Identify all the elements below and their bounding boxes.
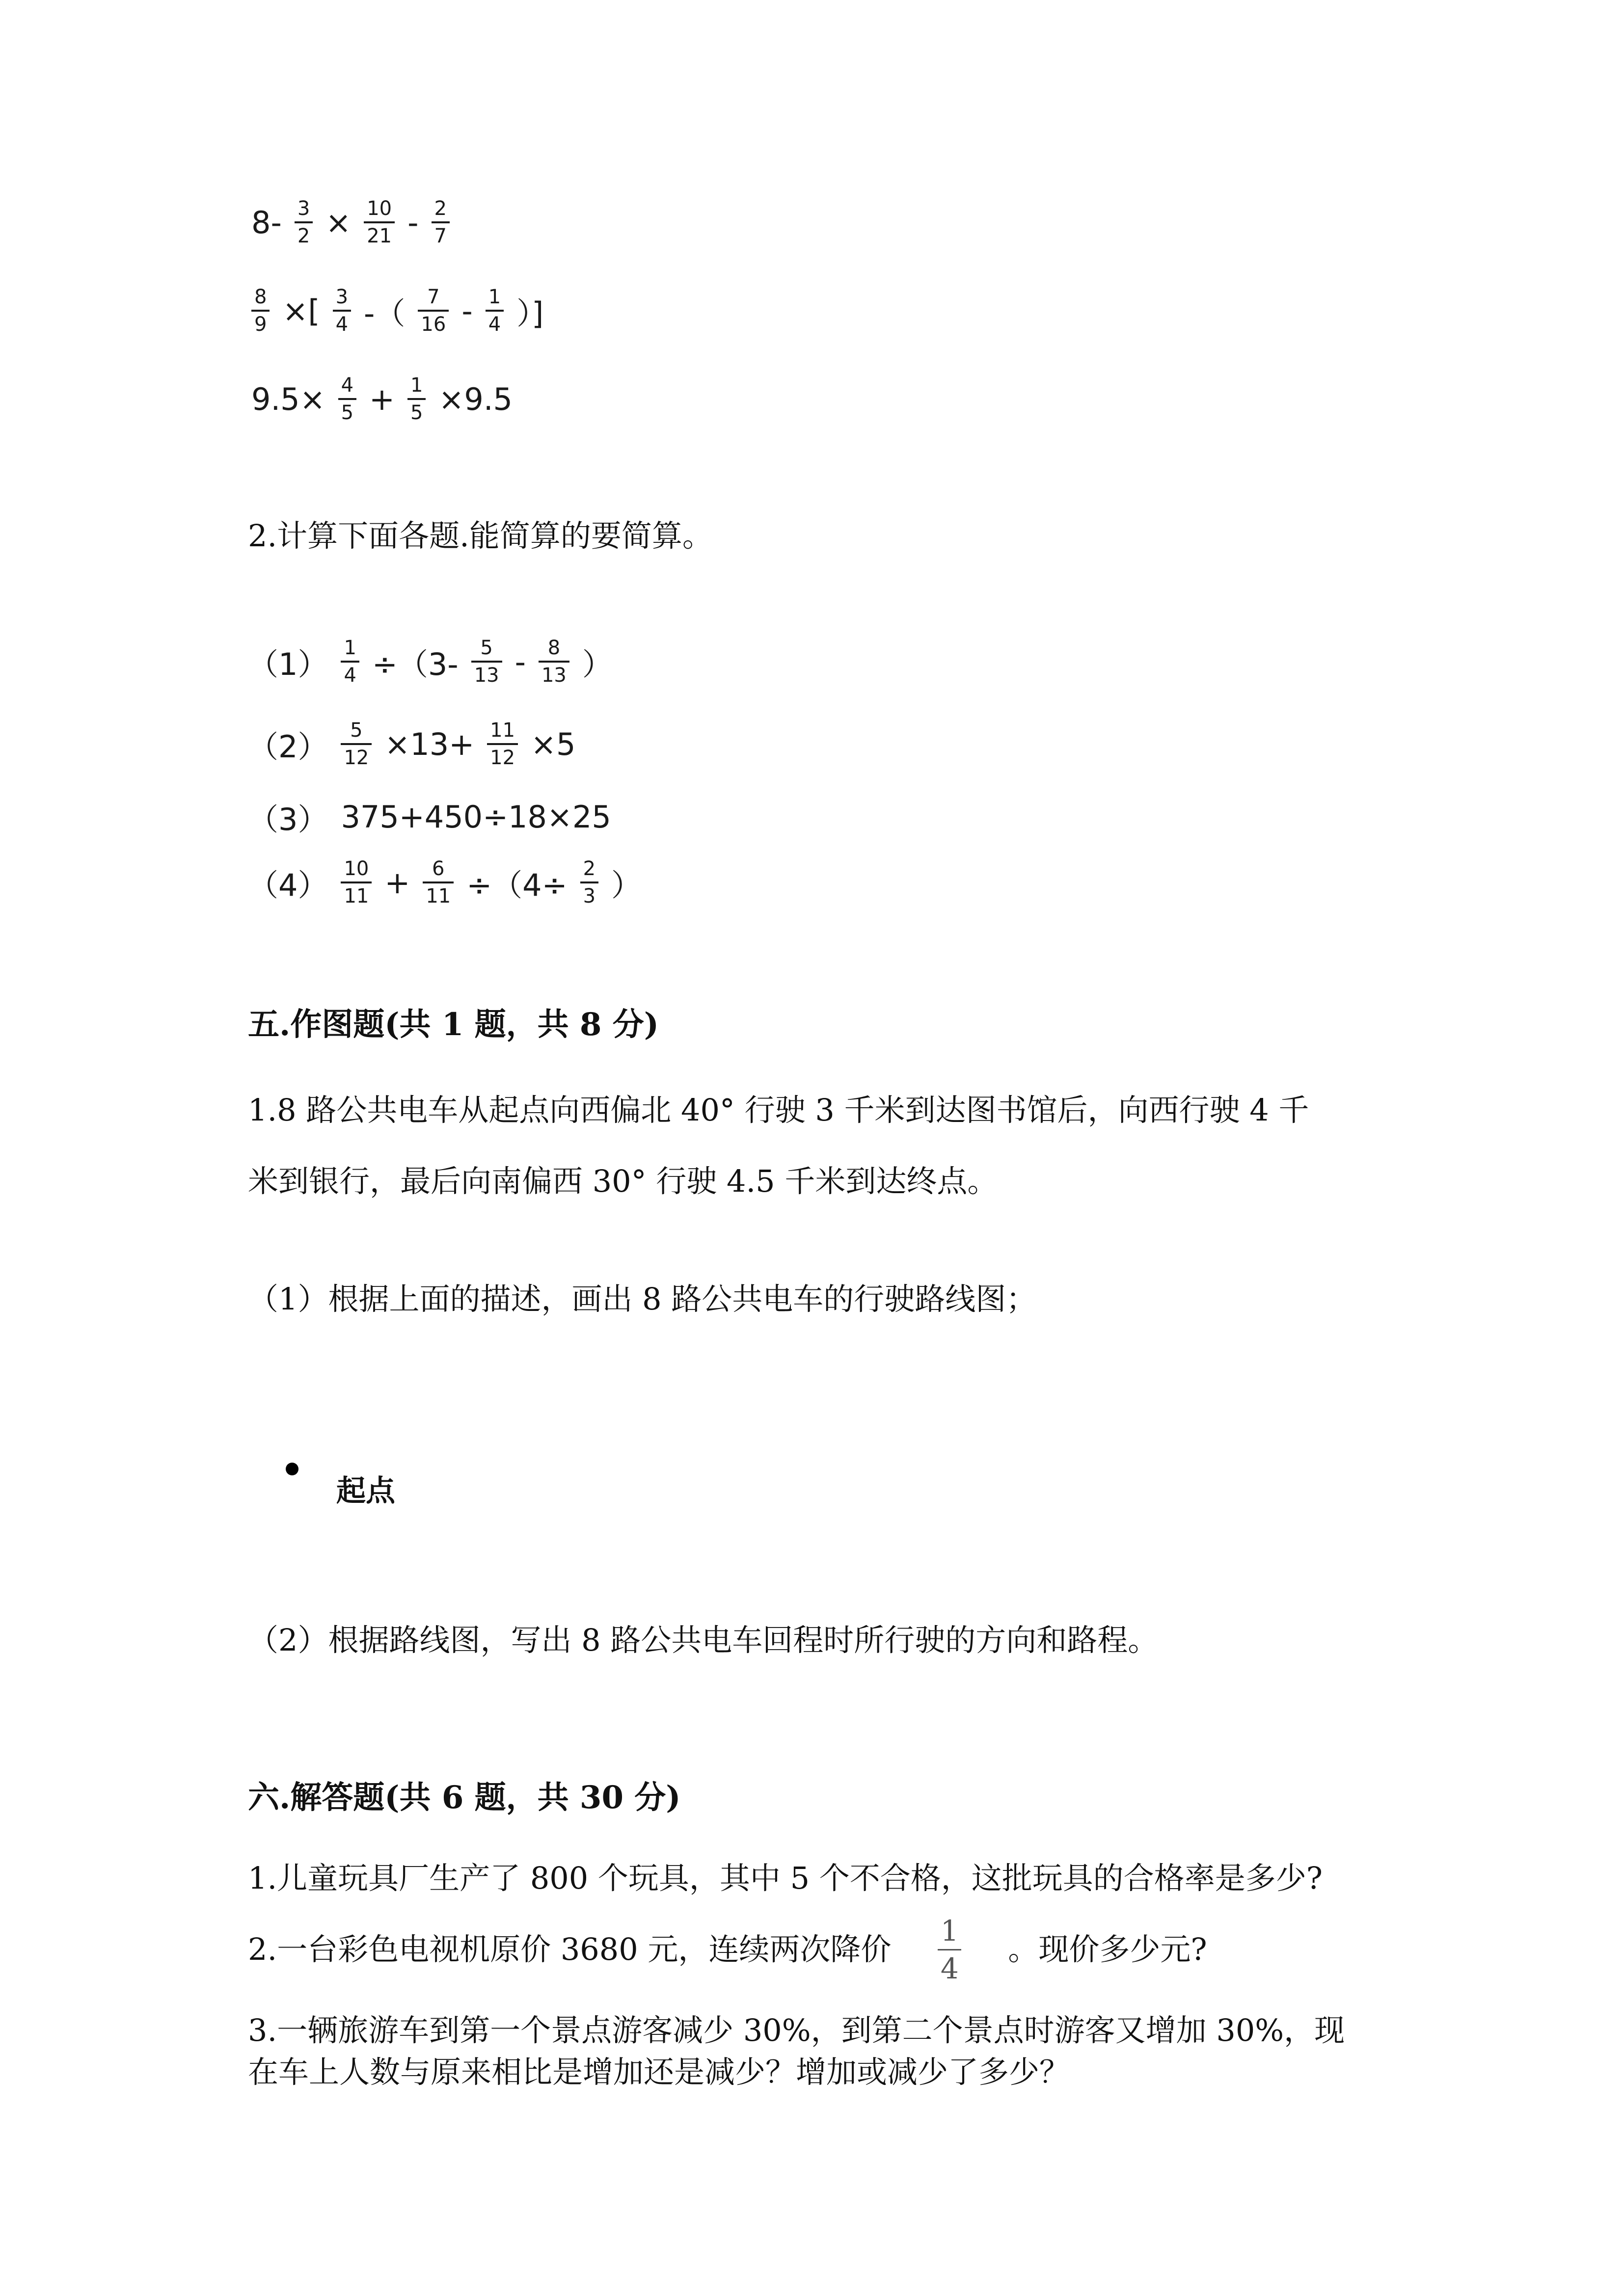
fraction: $\frac{8}{9}$ [251, 287, 270, 334]
section-5-heading: 五.作图题(共 1 题，共 8 分) [248, 1006, 659, 1043]
item-label: （3） [248, 801, 328, 837]
expr-text: 375+450÷18×25 [341, 799, 611, 835]
operator: ×[ [282, 293, 320, 329]
calc-expression-2 [251, 287, 543, 334]
fraction: $\frac{2}{7}$ [432, 199, 450, 246]
section-6-heading: 六.解答题(共 6 题，共 30 分) [248, 1779, 681, 1816]
fraction: $\frac{5}{13}$ [471, 638, 502, 685]
fraction: $\frac{10}{21}$ [364, 199, 395, 246]
operator: - [407, 204, 419, 240]
fraction: $\frac{3}{2}$ [295, 199, 313, 246]
operator: × [325, 204, 352, 240]
section-5-sub-1: （1）根据上面的描述，画出 8 路公共电车的行驶路线图； [248, 1281, 1037, 1317]
operator: + [369, 381, 395, 417]
fraction: $\frac{1}{4}$ [341, 638, 359, 685]
q2-item-4 [248, 859, 642, 906]
section-6-q3-line-1: 3.一辆旅游车到第一个景点游客减少 30%，到第二个景点时游客又增加 30%，现 [248, 2012, 1345, 2048]
operator: ×5 [531, 726, 576, 762]
item-label: （2） [248, 728, 328, 765]
item-label: （4） [248, 867, 328, 903]
operator: ÷（3- [372, 646, 459, 682]
q2-item-1 [248, 638, 613, 685]
item-label: （1） [248, 646, 328, 682]
fraction: $\frac{1}{5}$ [407, 375, 426, 423]
section-6-q2 [248, 1914, 1207, 1985]
start-point-dot [286, 1463, 298, 1475]
operator: ）] [516, 295, 544, 331]
operator: - [461, 293, 473, 329]
section-6-q1: 1.儿童玩具厂生产了 800 个玩具，其中 5 个不合格，这批玩具的合格率是多少? [248, 1860, 1323, 1896]
fraction: $\frac{8}{13}$ [539, 638, 569, 685]
q2-item-3 [248, 795, 611, 839]
section-5-q1-line-2: 米到银行，最后向南偏西 30° 行驶 4.5 千米到达终点。 [248, 1163, 998, 1199]
calc-expression-1 [251, 199, 450, 246]
start-point-label: 起点 [336, 1474, 395, 1508]
operator: ） [611, 867, 642, 903]
q2-item-2 [248, 721, 575, 768]
q2-text-before: 2.一台彩色电视机原价 3680 元，连续两次降价 [248, 1931, 892, 1968]
section-6-q3-line-2: 在车上人数与原来相比是增加还是减少？增加或减少了多少？ [248, 2054, 1070, 2090]
operator: ） [582, 646, 613, 682]
question-2-title: 2.计算下面各题.能简算的要简算。 [248, 518, 713, 554]
section-5-sub-2: （2）根据路线图，写出 8 路公共电车回程时所行驶的方向和路程。 [248, 1622, 1159, 1658]
q2-text-after: 。现价多少元? [1008, 1931, 1207, 1968]
calc-expression-3 [251, 375, 513, 423]
fraction: $\frac{10}{11}$ [341, 859, 372, 906]
operator: ÷（4÷ [466, 867, 568, 903]
fraction: $\frac{6}{11}$ [423, 859, 454, 906]
fraction: $\frac{2}{3}$ [580, 859, 598, 906]
operator: - [514, 643, 526, 680]
expr-text: 8- [251, 204, 282, 240]
fraction: $\frac{7}{16}$ [418, 287, 449, 334]
fraction: $\frac{4}{5}$ [338, 375, 356, 423]
fraction: $\frac{11}{12}$ [487, 721, 518, 768]
fraction: $\frac{1}{4}$ [486, 287, 504, 334]
operator: -（ [364, 295, 406, 331]
fraction: $\frac{3}{4}$ [333, 287, 351, 334]
expr-text: 9.5× [251, 381, 325, 417]
fraction: $\frac{1}{4}$ [938, 1917, 961, 1983]
section-5-q1-line-1: 1.8 路公共电车从起点向西偏北 40° 行驶 3 千米到达图书馆后，向西行驶 4 千 [248, 1092, 1309, 1128]
fraction: $\frac{5}{12}$ [341, 721, 372, 768]
operator: + [384, 864, 410, 901]
operator: ×9.5 [438, 381, 513, 417]
operator: ×13+ [384, 726, 475, 762]
